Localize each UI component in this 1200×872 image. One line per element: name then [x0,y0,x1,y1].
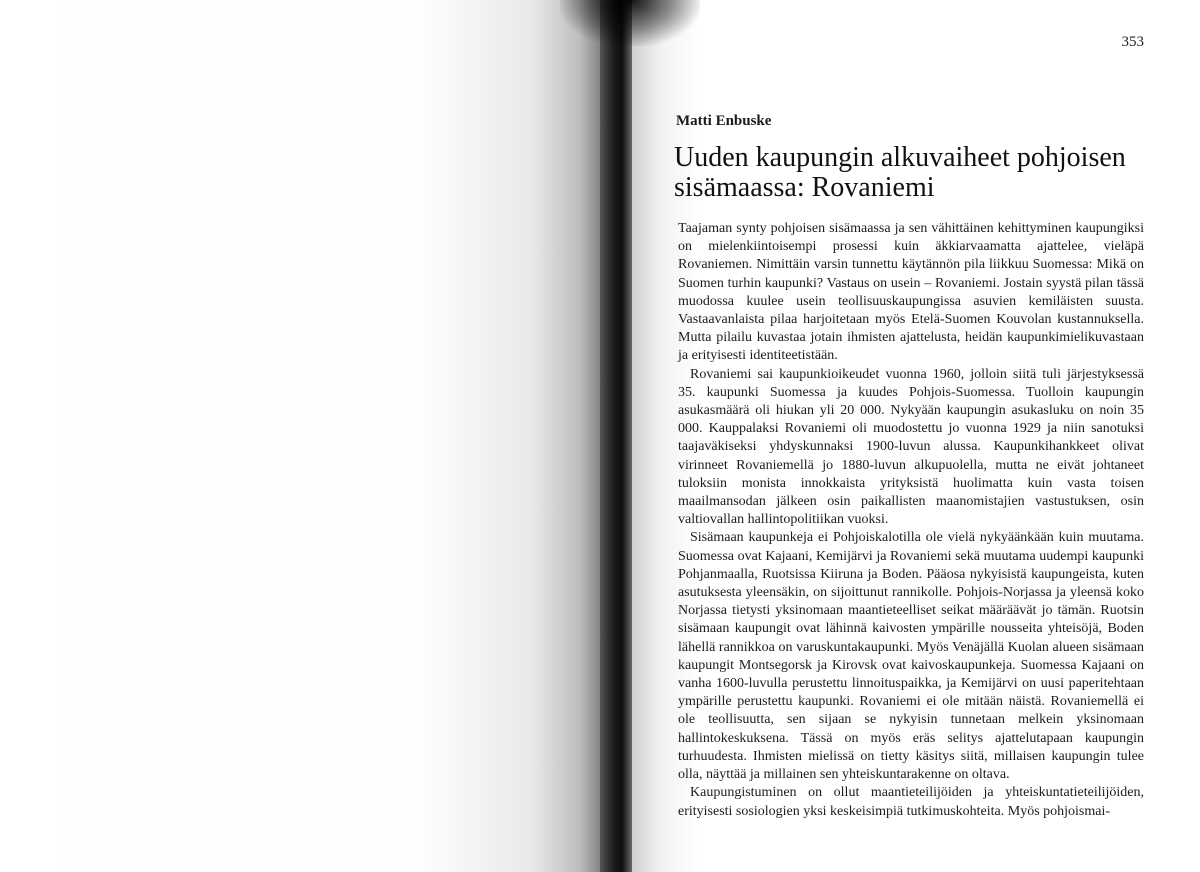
paragraph-2: Rovaniemi sai kaupunkioikeudet vuonna 1960, jolloin siitä tuli järjestyksessä 35. kaupunki Suomessa ja kuudes Pohjois-Suomessa. Tuolloin kaupungin asukasmäärä oli hiukan yli 20 000. Nykyään kaupungin asukasluku on noin 35 000. Kauppalaksi Rovaniemi oli muodostettu jo vuonna 1929 ja niin sanotuksi taajaväkiseksi yhdyskunnaksi 1900-luvun alussa. Kaupunkihankkeet olivat virinneet Rovaniemellä jo 1880-luvun alkupuolella, mutta ne eivät johtaneet tuloksiin monista innokkaista yrityksistä huolimatta kuin vasta toisen maailmansodan jälkeen osin paikallisten maanomistajien vastustuksen, osin valtiovallan hallintopolitiikan vuoksi. [678,366,1144,528]
article-body [678,220,1144,821]
page-number: 353 [1121,34,1144,50]
paragraph-4: Kaupungistuminen on ollut maantieteilijöiden ja yhteiskuntatieteilijöiden, erityisesti sosiologien yksi keskeisimpiä tutkimuskohteita. Myös pohjoismai- [678,785,1144,819]
paragraph-1: Taajaman synty pohjoisen sisämaassa ja sen vähittäinen kehittyminen kaupungiksi on mielenkiintoisempi prosessi kuin äkkiarvaamatta ajattelee, vieläpä Rovaniemen. Nimittäin varsin tunnettu käytännön pila liikkuu Suomessa: Mikä on Suomen turhin kaupunki? Vastaus on usein – Rovaniemi. Jostain syystä pilan tässä muodossa kuulee usein teollisuuskaupungissa asuvien kemiläisten suusta. Vastaavanlaista pilaa harjoitetaan myös Etelä-Suomen Kouvolan kustannuksella. Mutta pilailu kuvastaa jotain ihmisten ajattelusta, heidän kaupunkimielikuvastaan ja erityisesti identiteetistään. [678,221,1144,364]
paragraph-3: Sisämaan kaupunkeja ei Pohjoiskalotilla ole vielä nykyäänkään kuin muutama. Suomessa ovat Kajaani, Kemijärvi ja Rovaniemi sekä muutama uudempi kaupunki Pohjanmaalla, Ruotsissa Kiiruna ja Boden. Pääosa nykyisistä kaupungeista, kuten asutuksesta yleensäkin, on sijoittunut rannikolle. Pohjois-Norjassa ja yleensä koko Norjassa tietysti yksinomaan maantieteelliset seikat määräävät jo tämän. Ruotsin sisämaan kaupungit ovat lähinnä kaivosten ympärille nousseita yhteisöjä, Boden lähellä rannikkoa on varuskuntakaupunki. Myös Venäjällä Kuolan alueen sisämaan kaupungit Montsegorsk ja Kirovsk ovat kaivoskaupunkeja. Suomessa Kajaani on vanha 1600-luvulla perustettu linnoituspaikka, ja Kemijärvi on uusi paperitehtaan ympärille perustettu kaupunki. Rovaniemi ei ole mitään näistä. Rovaniemellä ei ole teollisuutta, sen sijaan se nykyisin tunnetaan melkein yksinomaan hallintokeskuksena. Tässä on myös eräs selitys ajattelutapaan kaupungin turhuudesta. Ihmisten mielissä on tietty käsitys siitä, millaisen kaupungin tulee olla, näyttää ja millainen sen yhteiskuntarakenne on oltava. [678,530,1144,783]
article-title: Uuden kaupungin alkuvaiheet pohjoisen sisämaassa: Rovaniemi [674,142,1126,203]
binding-shadow [560,0,700,46]
author-name: Matti Enbuske [676,113,772,129]
